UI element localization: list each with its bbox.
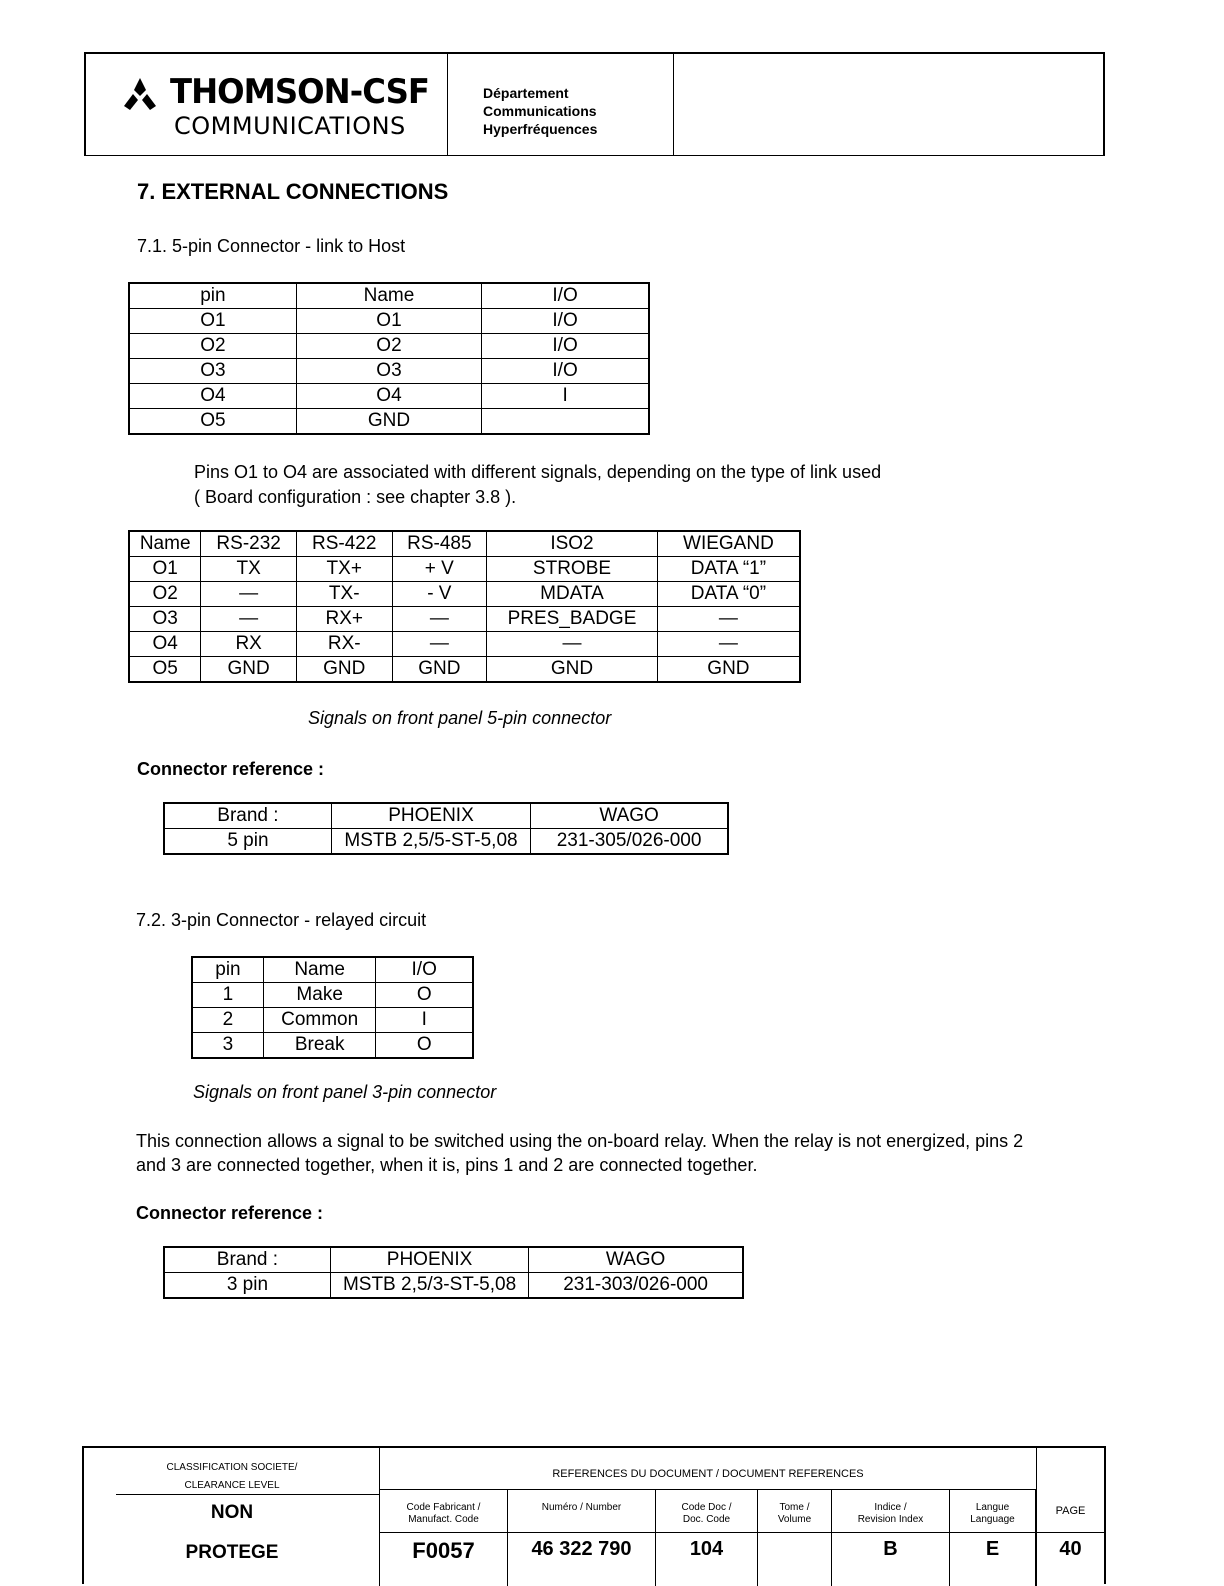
col-label-1: Tome / bbox=[779, 1502, 810, 1513]
header-blank-cell bbox=[674, 54, 1105, 155]
table-row bbox=[129, 309, 649, 334]
dept-line-1: Département bbox=[483, 85, 569, 101]
table-cell: PHOENIX bbox=[331, 803, 530, 829]
subsection-1-title: 7.1. 5-pin Connector - link to Host bbox=[137, 236, 406, 256]
col-divider bbox=[950, 1532, 1035, 1533]
table-cell: WAGO bbox=[531, 803, 728, 829]
table-row bbox=[164, 803, 728, 829]
table-cell: MDATA bbox=[487, 582, 658, 607]
classification-value-2: PROTEGE bbox=[185, 1542, 279, 1563]
table-cell: I/O bbox=[482, 359, 649, 384]
pin-table bbox=[128, 282, 650, 435]
table-cell: MSTB 2,5/3-ST-5,08 bbox=[330, 1273, 528, 1299]
table-cell: O1 bbox=[296, 309, 481, 334]
table-cell: 5 pin bbox=[164, 829, 331, 855]
classification-value-1: NON bbox=[210, 1502, 254, 1523]
table-cell: O4 bbox=[296, 384, 481, 409]
table-row bbox=[164, 829, 728, 855]
table-cell: I bbox=[482, 384, 649, 409]
document-header bbox=[84, 52, 1105, 156]
doc-code-value: 104 bbox=[689, 1538, 724, 1560]
header-cell: I/O bbox=[482, 283, 649, 309]
table-cell: — bbox=[392, 607, 487, 632]
table-row bbox=[129, 607, 800, 632]
col-label-1: Indice / bbox=[874, 1502, 907, 1513]
table-cell: O1 bbox=[129, 309, 296, 334]
table-row bbox=[192, 1008, 473, 1033]
table-cell: — bbox=[392, 632, 487, 657]
table-cell: TX+ bbox=[296, 557, 392, 582]
table-cell: I/O bbox=[482, 334, 649, 359]
col-divider bbox=[380, 1532, 507, 1533]
col-divider bbox=[508, 1532, 655, 1533]
header-cell: RS-485 bbox=[392, 531, 487, 557]
table-row bbox=[129, 334, 649, 359]
header-cell: pin bbox=[192, 957, 263, 983]
table-cell: 3 pin bbox=[164, 1273, 330, 1299]
table-cell: GND bbox=[487, 657, 658, 683]
table-cell: 2 bbox=[192, 1008, 263, 1033]
doc-code-col bbox=[656, 1490, 758, 1586]
revision-index-col bbox=[832, 1490, 950, 1586]
table-cell: Brand : bbox=[164, 803, 331, 829]
table-cell: RX- bbox=[296, 632, 392, 657]
table-cell: — bbox=[201, 582, 297, 607]
table-cell: Make bbox=[263, 983, 376, 1008]
table-cell: PHOENIX bbox=[330, 1247, 528, 1273]
table-cell: — bbox=[657, 607, 800, 632]
col-label-1: Code Doc / bbox=[681, 1502, 732, 1513]
table-cell: + V bbox=[392, 557, 487, 582]
language-value: E bbox=[985, 1538, 1000, 1560]
table-cell bbox=[482, 409, 649, 435]
table-cell: I bbox=[376, 1008, 473, 1033]
table-cell: O bbox=[376, 983, 473, 1008]
table-cell: O bbox=[376, 1033, 473, 1059]
table-cell: — bbox=[201, 607, 297, 632]
table-cell: Break bbox=[263, 1033, 376, 1059]
relay-note-line-1: This connection allows a signal to be switched using the on-board relay. When the relay is not energized, pins 2 bbox=[136, 1131, 1024, 1151]
table-cell: O3 bbox=[129, 359, 296, 384]
table-cell: MSTB 2,5/5-ST-5,08 bbox=[331, 829, 530, 855]
pins-note-line-2: ( Board configuration : see chapter 3.8 ). bbox=[194, 487, 517, 507]
header-cell: Name bbox=[296, 283, 481, 309]
table-cell: PRES_BADGE bbox=[487, 607, 658, 632]
table-cell: O2 bbox=[129, 582, 201, 607]
company-subtitle: COMMUNICATIONS bbox=[174, 112, 406, 140]
table-cell: DATA “0” bbox=[657, 582, 800, 607]
col-divider bbox=[832, 1532, 949, 1533]
table-cell: 231-303/026-000 bbox=[529, 1273, 743, 1299]
thomson-logo-icon bbox=[120, 76, 160, 116]
caption-3pin: Signals on front panel 3-pin connector bbox=[193, 1082, 497, 1102]
col-label-2: Doc. Code bbox=[682, 1514, 731, 1525]
table-cell: RX bbox=[201, 632, 297, 657]
table-row bbox=[164, 1273, 743, 1299]
classification-label-2: CLEARANCE LEVEL bbox=[184, 1480, 280, 1491]
table-cell: O3 bbox=[129, 607, 201, 632]
table-cell: O4 bbox=[129, 632, 201, 657]
section-title: 7. EXTERNAL CONNECTIONS bbox=[137, 179, 449, 204]
caption-5pin: Signals on front panel 5-pin connector bbox=[308, 708, 612, 728]
table-header-row bbox=[129, 283, 649, 309]
col-divider bbox=[656, 1532, 757, 1533]
table-cell: Common bbox=[263, 1008, 376, 1033]
table-cell: Brand : bbox=[164, 1247, 330, 1273]
header-cell: ISO2 bbox=[487, 531, 658, 557]
table-cell: TX bbox=[201, 557, 297, 582]
table-cell: O4 bbox=[129, 384, 296, 409]
table-cell: DATA “1” bbox=[657, 557, 800, 582]
header-cell: RS-422 bbox=[296, 531, 392, 557]
signal-table bbox=[128, 530, 801, 683]
table-cell: STROBE bbox=[487, 557, 658, 582]
table-row bbox=[164, 1247, 743, 1273]
col-divider bbox=[758, 1532, 831, 1533]
page-label: PAGE bbox=[1055, 1505, 1086, 1517]
header-cell: RS-232 bbox=[201, 531, 297, 557]
page-divider bbox=[1037, 1532, 1104, 1533]
header-cell: I/O bbox=[376, 957, 473, 983]
page-value: 40 bbox=[1059, 1538, 1082, 1560]
connector-reference-label-2: Connector reference : bbox=[136, 1203, 324, 1223]
table-cell: GND bbox=[657, 657, 800, 683]
table-row bbox=[192, 1033, 473, 1059]
table-cell: O5 bbox=[129, 409, 296, 435]
table-row bbox=[129, 657, 800, 683]
connector-reference-table-3pin bbox=[163, 1246, 744, 1299]
table-cell: TX- bbox=[296, 582, 392, 607]
table-cell: O2 bbox=[296, 334, 481, 359]
connector-reference-table-5pin bbox=[163, 802, 729, 855]
relay-note-line-2: and 3 are connected together, when it is, pins 1 and 2 are connected together. bbox=[136, 1155, 758, 1175]
col-label-1: Langue bbox=[975, 1502, 1010, 1513]
table-cell: 1 bbox=[192, 983, 263, 1008]
dept-line-3: Hyperfréquences bbox=[483, 121, 598, 137]
col-label-2: Volume bbox=[777, 1514, 812, 1525]
company-name: THOMSON-CSF bbox=[170, 72, 430, 112]
table-cell: GND bbox=[392, 657, 487, 683]
logo-block bbox=[86, 54, 448, 155]
header-cell: Name bbox=[263, 957, 376, 983]
page-col bbox=[1036, 1448, 1104, 1586]
language-col bbox=[950, 1490, 1036, 1586]
table-cell: WAGO bbox=[529, 1247, 743, 1273]
table-row bbox=[129, 632, 800, 657]
col-label-2: Language bbox=[970, 1514, 1015, 1525]
table-cell: GND bbox=[296, 409, 481, 435]
table-row bbox=[129, 557, 800, 582]
table-cell: — bbox=[487, 632, 658, 657]
table-row bbox=[129, 409, 649, 435]
number-col bbox=[508, 1490, 656, 1586]
table-row bbox=[129, 384, 649, 409]
table-cell: — bbox=[657, 632, 800, 657]
revision-index-value: B bbox=[883, 1538, 898, 1560]
col-label-2: Revision Index bbox=[857, 1514, 924, 1525]
pins-note-line-1: Pins O1 to O4 are associated with different signals, depending on the type of link used bbox=[194, 462, 882, 482]
table-header-row bbox=[192, 957, 473, 983]
volume-col bbox=[758, 1490, 832, 1586]
number-value: 46 322 790 bbox=[531, 1538, 632, 1560]
col-label-1: Code Fabricant / bbox=[406, 1502, 481, 1513]
table-cell: O2 bbox=[129, 334, 296, 359]
document-footer bbox=[82, 1446, 1106, 1584]
manufacturer-code-col bbox=[380, 1490, 508, 1586]
classification-label-1: CLASSIFICATION SOCIETE/ bbox=[166, 1462, 298, 1473]
col-label-1: Numéro / Number bbox=[541, 1502, 622, 1513]
table-cell: O5 bbox=[129, 657, 201, 683]
header-cell: WIEGAND bbox=[657, 531, 800, 557]
table-cell: GND bbox=[201, 657, 297, 683]
table-cell: RX+ bbox=[296, 607, 392, 632]
subsection-2-title: 7.2. 3-pin Connector - relayed circuit bbox=[136, 910, 427, 930]
classification-block bbox=[84, 1448, 380, 1586]
table-cell: 3 bbox=[192, 1033, 263, 1059]
table-row bbox=[192, 983, 473, 1008]
header-cell: pin bbox=[129, 283, 296, 309]
connector-reference-label: Connector reference : bbox=[137, 759, 325, 779]
classification-divider bbox=[116, 1494, 380, 1495]
table-row bbox=[129, 582, 800, 607]
col-label-2: Manufact. Code bbox=[408, 1514, 479, 1525]
table-cell: - V bbox=[392, 582, 487, 607]
doc-refs-label: REFERENCES DU DOCUMENT / DOCUMENT REFERENCES bbox=[380, 1448, 1036, 1490]
manufacturer-code-value: F0057 bbox=[412, 1538, 475, 1563]
table-cell: GND bbox=[296, 657, 392, 683]
table-cell: 231-305/026-000 bbox=[531, 829, 728, 855]
table-header-row bbox=[129, 531, 800, 557]
relay-table bbox=[191, 956, 474, 1059]
department-block bbox=[448, 54, 674, 155]
table-cell: O1 bbox=[129, 557, 201, 582]
dept-line-2: Communications bbox=[483, 103, 597, 119]
table-cell: O3 bbox=[296, 359, 481, 384]
table-row bbox=[129, 359, 649, 384]
table-cell: I/O bbox=[482, 309, 649, 334]
header-cell: Name bbox=[129, 531, 201, 557]
